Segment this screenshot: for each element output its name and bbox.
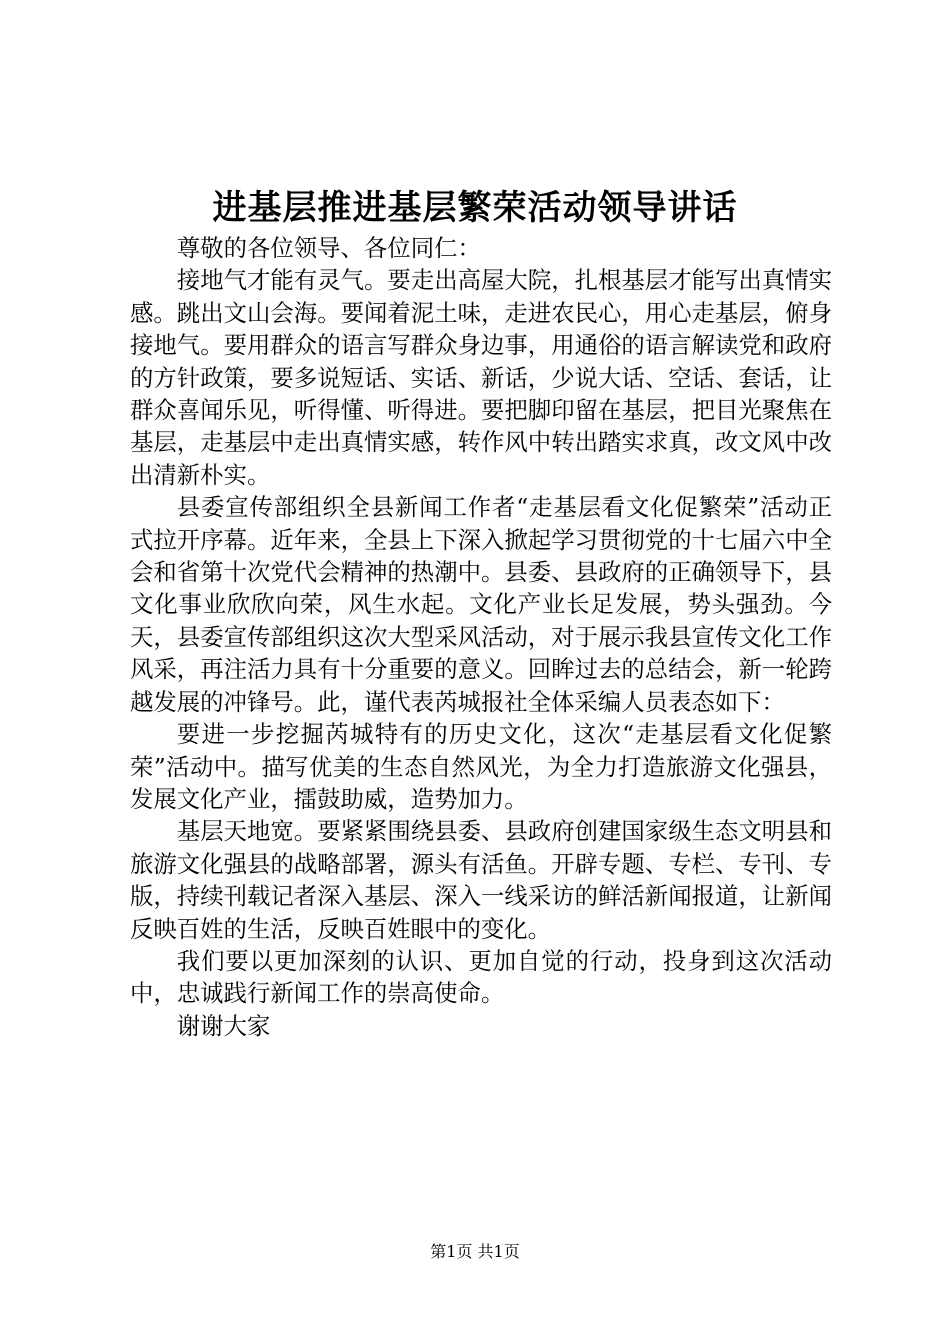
page-footer: 第1页 共1页 <box>430 1242 520 1261</box>
paragraph: 接地气才能有灵气。要走出高屋大院，扎根基层才能写出真情实感。跳出文山会海。要闻着泥土味，走进农民心，用心走基层，俯身接地气。要用群众的语言写群众身边事，用通俗的语言解读党和政府的方针政策，要多说短话、实话、新话，少说大话、空话、套话，让群众喜闻乐见，听得懂、听得进。要把脚印留在基层，把目光聚焦在基层，走基层中走出真情实感，转作风中转出踏实求真，改文风中改出清新朴实。 <box>130 266 832 489</box>
paragraph: 基层天地宽。要紧紧围绕县委、县政府创建国家级生态文明县和旅游文化强县的战略部署，源头有活鱼。开辟专题、专栏、专刊、专版，持续刊载记者深入基层、深入一线采访的鲜活新闻报道，让新闻反映百姓的生活，反映百姓眼中的变化。 <box>130 817 832 943</box>
document-body <box>130 232 832 1042</box>
paragraph: 县委宣传部组织全县新闻工作者“走基层看文化促繁荣”活动正式拉开序幕。近年来，全县上下深入掀起学习贯彻党的十七届六中全会和省第十次党代会精神的热潮中。县委、县政府的正确领导下，县文化事业欣欣向荣，风生水起。文化产业长足发展，势头强劲。今天，县委宣传部组织这次大型采风活动，对于展示我县宣传文化工作风采，再注活力具有十分重要的意义。回眸过去的总结会，新一轮跨越发展的冲锋号。此，谨代表芮城报社全体采编人员表态如下： <box>130 493 832 716</box>
closing: 谢谢大家 <box>176 1011 271 1040</box>
paragraph: 要进一步挖掘芮城特有的历史文化，这次“走基层看文化促繁荣”活动中。描写优美的生态自然风光，为全力打造旅游文化强县，发展文化产业，擂鼓助威，造势加力。 <box>130 720 832 813</box>
paragraph: 我们要以更加深刻的认识、更加自觉的行动，投身到这次活动中，忠诚践行新闻工作的崇高使命。 <box>130 946 832 1008</box>
salutation: 尊敬的各位领导、各位同仁： <box>176 234 481 262</box>
document-title: 进基层推进基层繁荣活动领导讲话 <box>212 188 738 228</box>
